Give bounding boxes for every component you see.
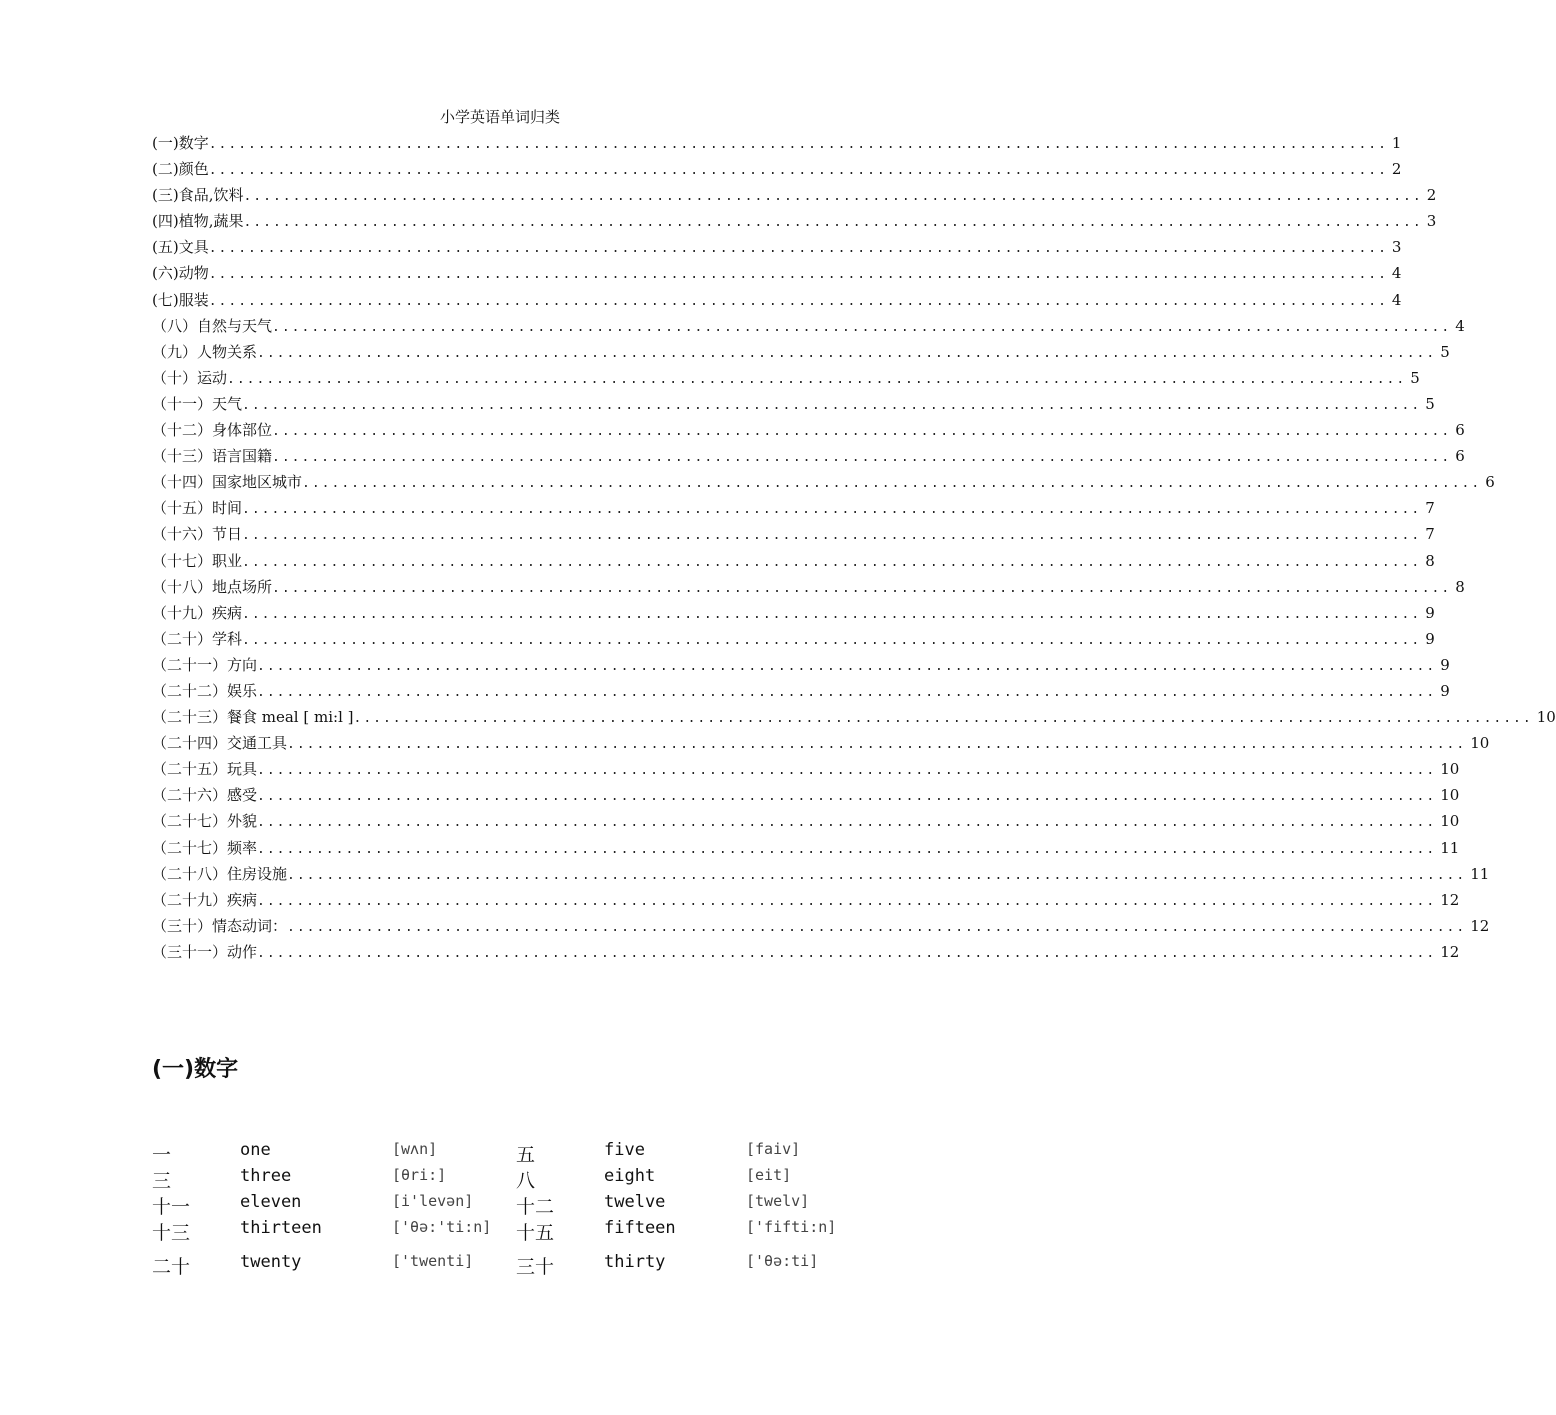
toc-entry-label: (六)动物 (152, 264, 209, 283)
toc-page-number: 9 (1425, 629, 1435, 648)
toc-page-number: 5 (1425, 394, 1435, 413)
toc-entry-label: (三)食品,饮料 (152, 186, 244, 205)
vocab-chinese: 一 (152, 1144, 172, 1166)
toc-page-number: 4 (1391, 264, 1402, 283)
vocab-phonetic: [i'levən] (392, 1192, 474, 1210)
toc-entry-label: （二十六）感受 (152, 786, 258, 805)
toc-page-number: 2 (1426, 186, 1437, 205)
toc-entry-label: （二十五）玩具 (152, 760, 258, 779)
toc-entry-label: （二十）学科 (152, 629, 243, 648)
toc-page-number: 10 (1470, 734, 1490, 753)
vocab-chinese: 十二 (516, 1196, 555, 1218)
toc-entry[interactable] (152, 184, 1437, 210)
toc-page-number: 7 (1425, 499, 1435, 518)
toc-leader: ........................................................................................................................ (272, 450, 1452, 466)
toc-entry-label: （十八）地点场所 (152, 577, 273, 596)
toc-page-number: 11 (1440, 838, 1460, 857)
toc-entry-label: （十九）疾病 (152, 603, 243, 622)
toc-page-number: 4 (1455, 316, 1465, 335)
toc-leader: ........................................................................................................................ (208, 293, 1388, 309)
toc-entry-label: （二十九）疾病 (152, 890, 258, 909)
toc-page-number: 2 (1391, 160, 1402, 179)
toc-entry-label: （二十八）住房设施 (152, 864, 288, 883)
toc-entry-label: (七)服装 (152, 290, 209, 309)
toc-entry-label: （十五）时间 (152, 499, 243, 518)
vocab-phonetic: [eit] (746, 1166, 792, 1184)
toc-leader: ........................................................................................................................ (353, 711, 1533, 727)
toc-leader: ........................................................................................................................ (208, 163, 1388, 179)
toc-entry[interactable] (152, 915, 1490, 941)
vocab-phonetic: [faiv] (746, 1140, 801, 1158)
toc-entry-label: （三十）情态动词： (152, 916, 288, 935)
toc-leader: ........................................................................................................................ (287, 919, 1467, 935)
toc-entry[interactable] (152, 654, 1450, 680)
toc-leader: ........................................................................................................................ (272, 319, 1452, 335)
vocab-chinese: 十五 (516, 1222, 555, 1244)
toc-page-number: 8 (1425, 551, 1435, 570)
vocab-english: twelve (604, 1192, 666, 1212)
vocab-english: thirteen (240, 1218, 322, 1238)
toc-page-number: 1 (1391, 134, 1402, 152)
vocab-row (152, 1218, 872, 1252)
toc-entry[interactable] (152, 419, 1465, 445)
toc-entry[interactable] (152, 758, 1460, 784)
toc-page-number: 7 (1425, 525, 1435, 544)
table-of-contents (152, 132, 1556, 967)
toc-page-number: 6 (1455, 447, 1465, 466)
toc-entry-label: （二十七）频率 (152, 838, 258, 857)
toc-leader: ........................................................................................................................ (287, 867, 1467, 883)
toc-page-number: 10 (1440, 786, 1460, 805)
toc-entry[interactable] (152, 889, 1460, 915)
toc-entry-label: （二十三）餐食 meal [ mi:l ] (152, 708, 354, 727)
vocab-row (152, 1140, 872, 1166)
toc-entry[interactable] (152, 837, 1460, 863)
toc-page-number: 3 (1391, 238, 1402, 257)
toc-leader: ........................................................................................................................ (208, 241, 1388, 257)
toc-entry[interactable] (152, 523, 1435, 549)
toc-leader: ........................................................................................................................ (242, 502, 1422, 518)
toc-entry[interactable] (152, 732, 1490, 758)
toc-entry[interactable] (152, 471, 1495, 497)
document-title: 小学英语单词归类 (439, 108, 560, 126)
vocab-english: fifteen (604, 1218, 676, 1238)
vocab-chinese: 十一 (152, 1196, 191, 1218)
toc-page-number: 9 (1440, 655, 1450, 674)
vocab-row (152, 1166, 872, 1192)
toc-entry-label: （八）自然与天气 (152, 316, 273, 335)
toc-leader: ........................................................................................................................ (257, 789, 1437, 805)
vocab-english: one (240, 1140, 271, 1160)
toc-page-number: 4 (1391, 290, 1402, 309)
toc-leader: ........................................................................................................................ (227, 371, 1407, 387)
toc-entry[interactable] (152, 497, 1435, 523)
toc-entry[interactable] (152, 784, 1460, 810)
vocab-english: eight (604, 1166, 656, 1186)
toc-entry[interactable] (152, 289, 1402, 315)
toc-leader: ........................................................................................................................ (272, 424, 1452, 440)
toc-entry[interactable] (152, 941, 1460, 967)
toc-entry-label: （二十一）方向 (152, 655, 258, 674)
vocab-row (152, 1252, 872, 1278)
toc-leader: ........................................................................................................................ (242, 554, 1422, 570)
toc-leader: ........................................................................................................................ (272, 580, 1452, 596)
toc-page-number: 12 (1440, 890, 1460, 909)
vocab-chinese: 三十 (516, 1256, 555, 1278)
vocabulary-table (152, 1140, 872, 1278)
toc-leader: ........................................................................................................................ (242, 528, 1422, 544)
toc-leader: ........................................................................................................................ (287, 737, 1467, 753)
toc-leader: ........................................................................................................................ (243, 189, 1423, 205)
toc-leader: ........................................................................................................................ (242, 632, 1422, 648)
toc-entry[interactable] (152, 210, 1437, 236)
toc-leader: ........................................................................................................................ (257, 815, 1437, 831)
toc-leader: ........................................................................................................................ (257, 345, 1437, 361)
toc-entry[interactable] (152, 602, 1435, 628)
toc-entry[interactable] (152, 158, 1402, 184)
vocab-chinese: 八 (516, 1170, 536, 1192)
toc-entry-label: （十七）职业 (152, 551, 243, 570)
toc-entry-label: （二十四）交通工具 (152, 734, 288, 753)
toc-page-number: 8 (1455, 577, 1465, 596)
toc-page-number: 12 (1470, 916, 1490, 935)
toc-leader: ........................................................................................................................ (242, 606, 1422, 622)
toc-entry-label: （十一）天气 (152, 394, 243, 413)
toc-entry-label: （十三）语言国籍 (152, 447, 273, 466)
vocab-phonetic: [wʌn] (392, 1140, 438, 1158)
section-heading: (一)数字 (152, 1057, 239, 1082)
vocab-chinese: 二十 (152, 1256, 191, 1278)
toc-entry[interactable] (152, 393, 1435, 419)
toc-entry[interactable] (152, 550, 1435, 576)
toc-entry[interactable] (152, 576, 1465, 602)
toc-entry-label: （十四）国家地区城市 (152, 473, 303, 492)
toc-leader: ........................................................................................................................ (208, 137, 1388, 152)
toc-entry[interactable] (152, 810, 1460, 836)
toc-entry[interactable] (152, 863, 1490, 889)
toc-leader: ........................................................................................................................ (257, 684, 1437, 700)
toc-entry[interactable] (152, 367, 1420, 393)
toc-entry[interactable] (152, 236, 1402, 262)
vocab-chinese: 三 (152, 1170, 172, 1192)
vocab-english: twenty (240, 1252, 302, 1272)
toc-page-number: 12 (1440, 942, 1460, 961)
vocab-phonetic: ['θə:'ti:n] (392, 1218, 492, 1236)
toc-entry-label: （十六）节日 (152, 525, 243, 544)
toc-entry-label: (五)文具 (152, 238, 209, 257)
toc-page-number: 6 (1455, 421, 1465, 440)
toc-entry[interactable] (152, 132, 1402, 158)
vocab-row (152, 1192, 872, 1218)
toc-entry[interactable] (152, 445, 1465, 471)
toc-leader: ........................................................................................................................ (257, 658, 1437, 674)
toc-entry-label: （二十七）外貌 (152, 812, 258, 831)
vocab-english: thirty (604, 1252, 666, 1272)
toc-page-number: 3 (1426, 212, 1437, 231)
toc-page-number: 5 (1410, 368, 1420, 387)
vocab-phonetic: ['twenti] (392, 1252, 474, 1270)
toc-entry-label: （九）人物关系 (152, 342, 258, 361)
vocab-phonetic: ['θə:ti] (746, 1252, 819, 1270)
toc-entry[interactable] (152, 680, 1450, 706)
toc-entry-label: （三十一）动作 (152, 942, 258, 961)
toc-leader: ........................................................................................................................ (257, 763, 1437, 779)
vocab-phonetic: ['fifti:n] (746, 1218, 837, 1236)
toc-entry[interactable] (152, 341, 1450, 367)
toc-entry-label: （十）运动 (152, 368, 228, 387)
toc-page-number: 11 (1470, 864, 1490, 883)
vocab-english: three (240, 1166, 292, 1186)
toc-entry[interactable] (152, 315, 1465, 341)
toc-page-number: 9 (1440, 681, 1450, 700)
toc-entry[interactable] (152, 628, 1435, 654)
toc-page-number: 9 (1425, 603, 1435, 622)
toc-entry-label: (二)颜色 (152, 160, 209, 179)
toc-page-number: 10 (1440, 760, 1460, 779)
toc-entry-label: (四)植物,蔬果 (152, 212, 244, 231)
toc-entry-label: (一)数字 (152, 134, 209, 152)
toc-leader: ........................................................................................................................ (257, 893, 1437, 909)
vocab-chinese: 十三 (152, 1222, 191, 1244)
toc-leader: ........................................................................................................................ (242, 397, 1422, 413)
toc-page-number: 6 (1485, 473, 1495, 492)
toc-page-number: 10 (1440, 812, 1460, 831)
toc-entry[interactable] (152, 706, 1556, 732)
toc-entry[interactable] (152, 262, 1402, 288)
vocab-phonetic: [twelv] (746, 1192, 810, 1210)
toc-leader: ........................................................................................................................ (208, 267, 1388, 283)
vocab-phonetic: [θri:] (392, 1166, 447, 1184)
toc-entry-label: （二十二）娱乐 (152, 681, 258, 700)
toc-leader: ........................................................................................................................ (257, 841, 1437, 857)
toc-leader: ........................................................................................................................ (257, 945, 1437, 961)
vocab-chinese: 五 (516, 1144, 536, 1166)
toc-entry-label: （十二）身体部位 (152, 421, 273, 440)
vocab-english: five (604, 1140, 645, 1160)
vocab-english: eleven (240, 1192, 302, 1212)
toc-leader: ........................................................................................................................ (243, 215, 1423, 231)
toc-page-number: 5 (1440, 342, 1450, 361)
toc-leader: ........................................................................................................................ (302, 476, 1482, 492)
toc-page-number: 10 (1536, 708, 1556, 727)
